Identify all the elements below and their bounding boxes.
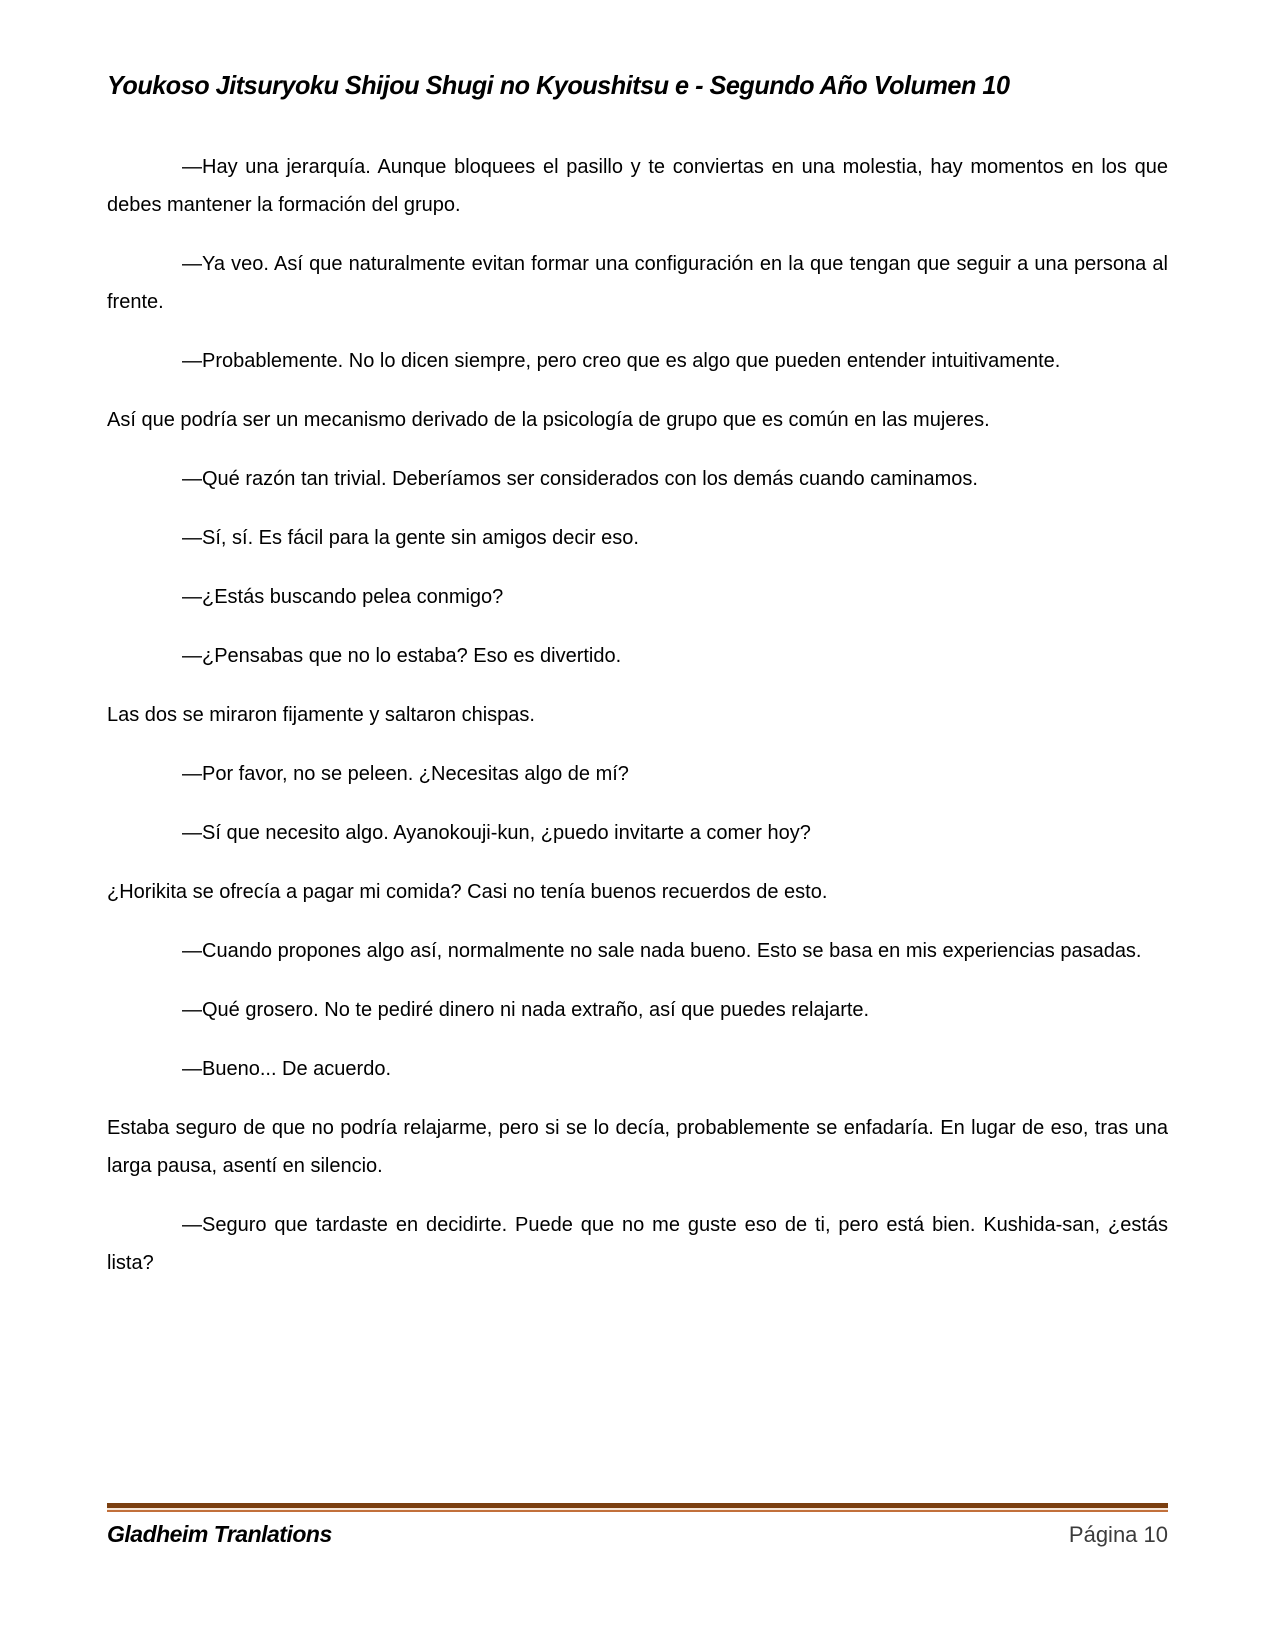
paragraph: —¿Pensabas que no lo estaba? Eso es divertido.	[182, 645, 622, 667]
paragraph: Así que podría ser un mecanismo derivado de la psicología de grupo que es común en las mujeres.	[107, 409, 990, 431]
paragraph: —Qué grosero. No te pediré dinero ni nada extraño, así que puedes relajarte.	[182, 999, 870, 1021]
paragraph: Estaba seguro de que no podría relajarme, pero si se lo decía, probablemente se enfadaría. En lugar de eso, tras una larga pausa, asentí en silencio.	[107, 1117, 1168, 1177]
paragraph: —¿Estás buscando pelea conmigo?	[182, 586, 504, 608]
paragraph: —Seguro que tardaste en decidirte. Puede que no me guste eso de ti, pero está bien. Kushida-san, ¿estás lista?	[107, 1214, 1168, 1274]
paragraph: —Qué razón tan trivial. Deberíamos ser considerados con los demás cuando caminamos.	[182, 468, 978, 490]
footer-row	[107, 1521, 1168, 1548]
paragraph: ¿Horikita se ofrecía a pagar mi comida? Casi no tenía buenos recuerdos de esto.	[107, 881, 828, 903]
paragraph: —Sí que necesito algo. Ayanokouji-kun, ¿puedo invitarte a comer hoy?	[182, 822, 811, 844]
paragraph: —Ya veo. Así que naturalmente evitan formar una configuración en la que tengan que seguir a una persona al frente.	[107, 253, 1168, 313]
paragraph: Las dos se miraron fijamente y saltaron chispas.	[107, 704, 535, 726]
paragraph: —Cuando propones algo así, normalmente no sale nada bueno. Esto se basa en mis experiencias pasadas.	[182, 940, 1142, 962]
footer-translator-name: Gladheim Tranlations	[107, 1521, 332, 1547]
paragraph: —Por favor, no se peleen. ¿Necesitas algo de mí?	[182, 763, 629, 785]
page-body	[107, 148, 1168, 1282]
footer-rule-thin	[107, 1510, 1168, 1512]
page-footer	[107, 1503, 1168, 1548]
paragraph: —Probablemente. No lo dicen siempre, pero creo que es algo que pueden entender intuitivamente.	[182, 350, 1061, 372]
page-header-title: Youkoso Jitsuryoku Shijou Shugi no Kyoushitsu e - Segundo Año Volumen 10	[107, 70, 1010, 100]
footer-page-number: Página 10	[1068, 1522, 1168, 1547]
paragraph: —Bueno... De acuerdo.	[182, 1058, 392, 1080]
paragraph: —Sí, sí. Es fácil para la gente sin amigos decir eso.	[182, 527, 639, 549]
paragraph: —Hay una jerarquía. Aunque bloquees el pasillo y te conviertas en una molestia, hay momentos en los que debes mantener la formación del grupo.	[107, 156, 1168, 216]
